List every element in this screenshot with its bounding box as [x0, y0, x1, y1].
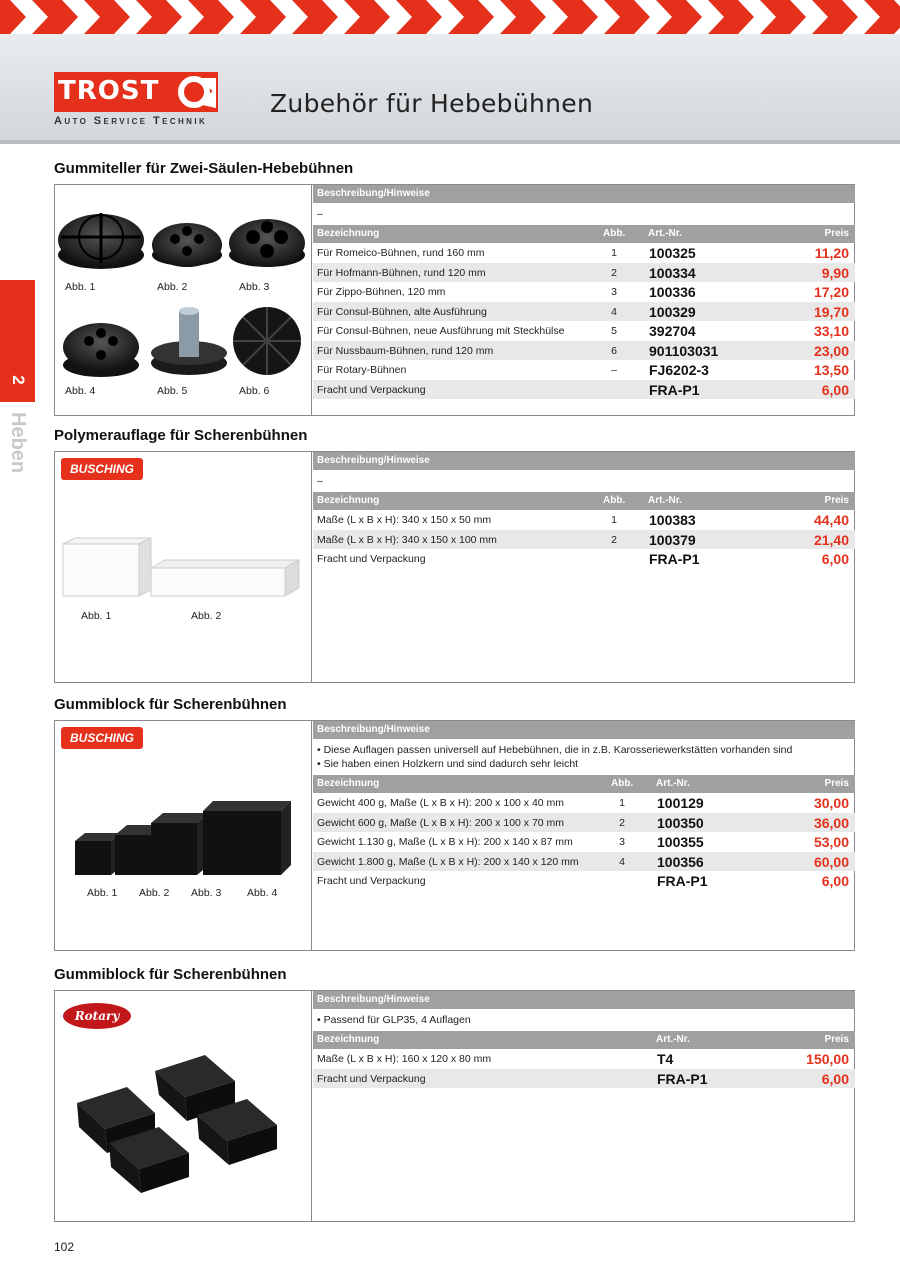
chevron-shape [32, 0, 78, 34]
description-text: – [317, 475, 323, 487]
article-number: FRA-P1 [657, 1070, 708, 1087]
price: 23,00 [813, 342, 849, 359]
description-line: • Diese Auflagen passen universell auf Hebebühnen, die in z.B. Karosseriewerkstätten vorhanden sind [317, 744, 793, 756]
price: 17,20 [813, 284, 849, 300]
article-number: 392704 [649, 323, 696, 339]
row-description: Maße (L x B x H): 160 x 120 x 80 mm [317, 1053, 492, 1065]
column-header: Art.-Nr. [656, 778, 690, 789]
price: 6,00 [821, 873, 849, 889]
article-number: 100379 [649, 531, 696, 548]
product-images [55, 452, 312, 682]
article-number: 100355 [657, 834, 704, 850]
chevron-shape [396, 0, 442, 34]
chevron-pattern [0, 0, 900, 34]
column-header: Preis [824, 778, 849, 789]
column-header: Art.-Nr. [648, 228, 682, 239]
table-row [313, 530, 855, 550]
row-description: Für Rotary-Bühnen [317, 364, 407, 376]
chevron-shape [136, 0, 182, 34]
table-row [313, 510, 855, 530]
row-figure-ref: 2 [611, 533, 617, 546]
product-box [54, 990, 855, 1222]
chevron-shape [656, 0, 702, 34]
chevron-shape [552, 0, 598, 34]
table-header [313, 492, 855, 510]
product-images [55, 185, 312, 415]
description-text [313, 739, 855, 775]
article-number: 100336 [649, 284, 696, 300]
brand-logo: BUSCHING [61, 458, 143, 480]
price: 33,10 [813, 323, 849, 339]
image-caption: Abb. 4 [65, 385, 96, 397]
product-images [55, 991, 312, 1221]
price: 19,70 [813, 303, 849, 320]
price: 36,00 [813, 814, 849, 831]
brand-logo: BUSCHING [61, 727, 143, 749]
row-figure-ref: 4 [619, 855, 625, 868]
chevron-shape [240, 0, 286, 34]
column-header: Bezeichnung [317, 778, 380, 789]
row-description: Fracht und Verpackung [317, 553, 426, 565]
table-row [313, 871, 855, 891]
logo-mark-icon [176, 74, 216, 110]
section-title: Polymerauflage für Scherenbühnen [54, 427, 308, 444]
column-header: Bezeichnung [317, 495, 380, 506]
price: 60,00 [813, 853, 849, 870]
row-description: Für Hofmann-Bühnen, rund 120 mm [317, 266, 486, 279]
chevron-shape [448, 0, 494, 34]
article-number: 100356 [657, 853, 704, 870]
chapter-label: Heben [7, 412, 29, 474]
table-row [313, 549, 855, 569]
row-description: Gewicht 1.130 g, Maße (L x B x H): 200 x 140 x 87 mm [317, 836, 573, 848]
row-figure-ref: 1 [611, 247, 617, 259]
table-row [313, 243, 855, 263]
row-description: Gewicht 1.800 g, Maße (L x B x H): 200 x 140 x 120 mm [317, 855, 579, 868]
price: 53,00 [813, 834, 849, 850]
article-number: 100129 [657, 795, 704, 811]
page-number: 102 [54, 1240, 75, 1254]
column-header: Preis [824, 495, 849, 506]
chevron-shape [500, 0, 546, 34]
image-caption: Abb. 2 [157, 281, 188, 293]
chevron-shape [84, 0, 130, 34]
row-figure-ref: 6 [611, 344, 617, 357]
logo-text: TROST [58, 76, 160, 106]
table-row [313, 360, 855, 380]
chevron-band [0, 0, 900, 34]
row-figure-ref: 4 [611, 305, 617, 318]
table-row [313, 321, 855, 341]
product-images [55, 721, 312, 950]
row-description: Gewicht 400 g, Maße (L x B x H): 200 x 100 x 40 mm [317, 797, 565, 809]
row-description: Für Nussbaum-Bühnen, rund 120 mm [317, 344, 494, 357]
table-header [313, 1031, 855, 1049]
price: 11,20 [814, 245, 849, 261]
article-number: 100334 [649, 264, 696, 281]
article-number: FJ6202-3 [649, 362, 709, 378]
article-number: 100383 [649, 512, 696, 528]
header-divider [0, 140, 900, 144]
row-description: Fracht und Verpackung [317, 875, 426, 887]
table-row [313, 263, 855, 283]
row-description: Für Zippo-Bühnen, 120 mm [317, 286, 446, 298]
section-title: Gummiblock für Scherenbühnen [54, 966, 287, 983]
table-row [313, 302, 855, 322]
description-text: – [317, 208, 323, 220]
product-table [313, 185, 855, 399]
price: 44,40 [813, 512, 849, 528]
table-row [313, 832, 855, 852]
chevron-shape [812, 0, 858, 34]
chevron-shape [188, 0, 234, 34]
price: 9,90 [821, 264, 849, 281]
rubber-pads-image [55, 185, 311, 415]
price: 6,00 [821, 1070, 849, 1087]
description-header: Beschreibung/Hinweise [313, 452, 855, 470]
article-number: 901103031 [649, 342, 719, 359]
article-number: 100325 [649, 245, 696, 261]
product-table [313, 452, 855, 569]
row-description: Maße (L x B x H): 340 x 150 x 50 mm [317, 514, 492, 526]
product-table [313, 991, 855, 1088]
article-number: 100329 [649, 303, 696, 320]
rubber-blocks-image [55, 721, 311, 951]
description-header: Beschreibung/Hinweise [313, 721, 855, 739]
row-description: Maße (L x B x H): 340 x 150 x 100 mm [317, 533, 497, 546]
image-caption: Abb. 5 [157, 385, 188, 397]
section-title: Gummiblock für Scherenbühnen [54, 696, 287, 713]
column-header: Preis [824, 228, 849, 239]
product-box [54, 720, 855, 951]
logo-subtitle: Auto Service Technik [54, 115, 208, 127]
table-row [313, 852, 855, 872]
row-figure-ref: 1 [611, 514, 617, 526]
row-figure-ref: – [611, 364, 617, 376]
chapter-number: 2 [9, 375, 28, 385]
image-caption: Abb. 2 [139, 887, 170, 899]
image-caption: Abb. 6 [239, 385, 270, 397]
chevron-shape [760, 0, 806, 34]
price: 21,40 [813, 531, 849, 548]
chevron-shape [344, 0, 390, 34]
article-number: 100350 [657, 814, 704, 831]
row-description: Für Romeico-Bühnen, rund 160 mm [317, 247, 485, 259]
table-row [313, 341, 855, 361]
product-box [54, 184, 855, 416]
chevron-shape [708, 0, 754, 34]
row-figure-ref: 1 [619, 797, 625, 809]
row-figure-ref: 2 [619, 816, 625, 829]
image-caption: Abb. 4 [247, 887, 278, 899]
section-title: Gummiteller für Zwei-Säulen-Hebebühnen [54, 160, 354, 177]
description-header: Beschreibung/Hinweise [313, 185, 855, 203]
row-description: Für Consul-Bühnen, alte Ausführung [317, 305, 487, 318]
table-header [313, 775, 855, 793]
row-description: Fracht und Verpackung [317, 1072, 426, 1085]
article-number: FRA-P1 [657, 873, 708, 889]
table-row [313, 282, 855, 302]
row-description: Fracht und Verpackung [317, 383, 426, 396]
chevron-shape [864, 0, 900, 34]
column-header: Art.-Nr. [656, 1034, 690, 1045]
table-row [313, 1069, 855, 1089]
product-box [54, 451, 855, 683]
chevron-shape [604, 0, 650, 34]
image-caption: Abb. 2 [191, 610, 222, 622]
column-header: Abb. [603, 495, 626, 506]
chevron-shape [0, 0, 26, 34]
image-caption: Abb. 1 [87, 887, 118, 899]
column-header: Abb. [603, 228, 626, 239]
article-number: FRA-P1 [649, 381, 700, 398]
image-caption: Abb. 3 [191, 887, 222, 899]
column-header: Bezeichnung [317, 228, 380, 239]
price: 6,00 [821, 551, 849, 567]
description-header: Beschreibung/Hinweise [313, 991, 855, 1009]
brand-logo: Rotary [63, 1003, 131, 1029]
row-figure-ref: 3 [611, 286, 617, 298]
image-caption: Abb. 1 [65, 281, 96, 293]
table-row [313, 813, 855, 833]
row-description: Gewicht 600 g, Maße (L x B x H): 200 x 100 x 70 mm [317, 816, 565, 829]
image-caption: Abb. 3 [239, 281, 270, 293]
polymer-pads-image [55, 452, 311, 682]
price: 150,00 [806, 1051, 849, 1067]
price: 30,00 [813, 795, 849, 811]
trost-logo [54, 72, 218, 130]
row-figure-ref: 3 [619, 836, 625, 848]
column-header: Preis [824, 1034, 849, 1045]
row-description: Für Consul-Bühnen, neue Ausführung mit Steckhülse [317, 325, 565, 337]
article-number: FRA-P1 [649, 551, 700, 567]
product-table [313, 721, 855, 891]
page-title: Zubehör für Hebebühnen [270, 89, 594, 118]
row-figure-ref: 5 [611, 325, 617, 337]
table-row [313, 793, 855, 813]
chevron-shape [292, 0, 338, 34]
table-row [313, 380, 855, 400]
column-header: Bezeichnung [317, 1034, 380, 1045]
table-header [313, 225, 855, 243]
image-caption: Abb. 1 [81, 610, 112, 622]
table-row [313, 1049, 855, 1069]
column-header: Art.-Nr. [648, 495, 682, 506]
description-line: • Sie haben einen Holzkern und sind dadurch sehr leicht [317, 758, 579, 770]
article-number: T4 [657, 1051, 674, 1067]
column-header: Abb. [611, 778, 634, 789]
row-figure-ref: 2 [611, 266, 617, 279]
price: 6,00 [821, 381, 849, 398]
price: 13,50 [813, 362, 849, 378]
description-text: • Passend für GLP35, 4 Auflagen [317, 1014, 471, 1026]
